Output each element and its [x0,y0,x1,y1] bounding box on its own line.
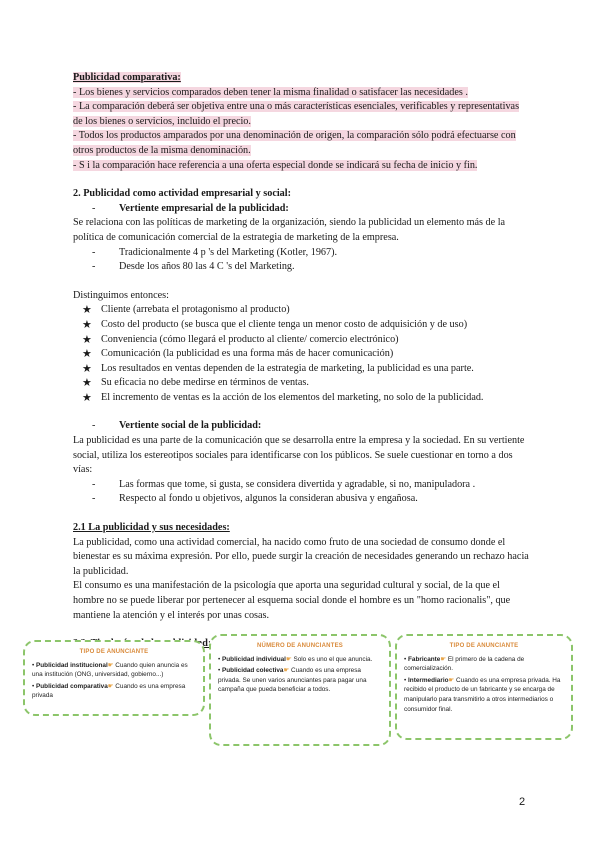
pointing-hand-icon: ☛ [107,661,114,669]
section-title: 2. Publicidad como actividad empresarial y social: [73,188,291,200]
typology-box [209,634,391,746]
box-title: TIPO DE ANUNCIANTE [79,649,149,655]
dash-icon: - [92,261,96,273]
star-list [73,303,531,405]
list-item [73,246,531,261]
star-icon: ★ [82,377,92,390]
list-item [73,260,531,275]
list-item-text: Comunicación (la publicidad es una forma más de hacer comunicación) [101,348,394,360]
list-item [73,391,531,406]
list-item [73,318,531,333]
box-item: • Publicidad comparativa☛ Cuando es una empresa privada [32,682,186,700]
box-item: • Publicidad institucional☛ Cuando quien anuncia es una institución (ONG, universidad, gobierno...) [32,661,188,679]
dash-icon: - [92,478,96,490]
list-item-text: Conveniencia (cómo llegará el producto al cliente/ comercio electrónico) [101,333,399,345]
page-number: 2 [519,796,526,808]
box-item: • Publicidad colectiva☛ Cuando es una empresa privada. Se unen varios anunciantes para pagar una campaña que pueda beneficiar a todos. [218,667,367,694]
dash-icon: - [92,246,96,258]
subheading-label: Vertiente empresarial de la publicidad: [119,202,289,214]
list-item-text: Cliente (arrebata el protagonismo al producto) [101,304,290,316]
star-icon: ★ [82,391,92,404]
box-item: • Publicidad individual☛ Solo es uno el que anuncia. [218,655,373,663]
document-page [73,71,531,652]
list-item [73,478,531,493]
box-title: NÚMERO DE ANUNCIANTES [257,643,343,649]
typology-boxes [23,634,573,754]
subheading [73,419,531,434]
list-item-text: Las formas que tome, si gusta, se considera divertida y agradable, si no, manipuladora . [119,478,476,490]
paragraph: La publicidad es una parte de la comunicación que se desarrolla entre la empresa y la sociedad. En su vertiente social, utiliza los estereotipos sociales para identificarse con los públicos. Se suele cuestionar en torno a dos vías: [73,435,525,476]
subheading-label: Vertiente social de la publicidad: [119,420,262,432]
list-item: - La comparación deberá ser objetiva entre una o más características esenciales, verificables y representativas de los bienes o servicios, incluido el precio. [73,101,520,127]
box-title: TIPO DE ANUNCIANTE [449,643,519,649]
pointing-hand-icon: ☛ [448,676,455,684]
pointing-hand-icon: ☛ [107,682,114,690]
paragraph: La publicidad, como una actividad comercial, ha nacido como fruto de una sociedad de consumo donde el bienestar es su máxima expresión. Por ello, puede surgir la creación de necesidades generando un rechazo hacia la publicidad. [73,536,529,577]
list-item: - Todos los productos amparados por una denominación de origen, la comparación sólo podrá efectuarse con otros productos de la misma denominación. [73,130,516,156]
dash-icon: - [92,420,96,432]
pointing-hand-icon: ☛ [285,655,292,663]
list-item [73,303,531,318]
star-icon: ★ [82,333,92,346]
typology-box [23,640,205,716]
list-item-text: Costo del producto (se busca que el cliente tenga un menor costo de adquisición y de uso) [101,318,468,330]
list-item [73,347,531,362]
paragraph: Distinguimos entonces: [73,289,169,301]
section-title: 2.1 La publicidad y sus necesidades: [73,522,230,534]
star-icon: ★ [82,362,92,375]
list-item [73,362,531,377]
list-item: - Los bienes y servicios comparados deben tener la misma finalidad o satisfacer las necesidades . [73,86,468,98]
list-item-text: Los resultados en ventas dependen de la estrategia de marketing, la publicidad es una parte. [101,362,474,374]
typology-box [395,634,573,740]
section-comparativa [73,71,531,173]
dash-icon: - [92,202,96,214]
subheading [73,202,531,217]
section-title: Publicidad comparativa: [73,72,181,83]
list-item [73,492,531,507]
paragraph: Se relaciona con las políticas de marketing de la organización, siendo la publicidad un elemento más de la política de comunicación comercial de la estrategia de marketing de la empresa. [73,217,506,243]
dash-icon: - [92,493,96,505]
star-icon: ★ [82,304,92,317]
list-item-text: Tradicionalmente 4 p 's del Marketing (Kotler, 1967). [119,246,338,258]
list-item-text: Respecto al fondo u objetivos, algunos la consideran abusiva y engañosa. [119,493,418,505]
list-item [73,333,531,348]
pointing-hand-icon: ☛ [283,667,290,675]
list-item-text: Desde los años 80 las 4 C 's del Marketing. [119,261,295,273]
list-item-text: El incremento de ventas es la acción de los elementos del marketing, no solo de la publicidad. [101,391,484,403]
pointing-hand-icon: ☛ [440,655,447,663]
box-item: • Intermediario☛ Cuando es una empresa privada. Ha recibido el producto de un fabricante y se encarga de manipularlo para transmitirlo a otros intermediarios o consumidor final. [404,676,561,713]
star-icon: ★ [82,348,92,361]
paragraph: El consumo es una manifestación de la psicología que aporta una seguridad cultural y social, de la que el hombre no se puede liberar por pertenecer al esquema social donde el hombre es un "homo racionalis", que mantiene la atención y el interés por unas cosas. [73,580,511,621]
box-item: • Fabricante☛ El primero de la cadena de comercialización. [404,655,525,673]
list-item-text: Su eficacia no debe medirse en términos de ventas. [101,377,309,389]
list-item: - S i la comparación hace referencia a una oferta especial donde se indicará su fecha de inicio y fin. [73,159,478,171]
star-icon: ★ [82,318,92,331]
list-item [73,376,531,391]
